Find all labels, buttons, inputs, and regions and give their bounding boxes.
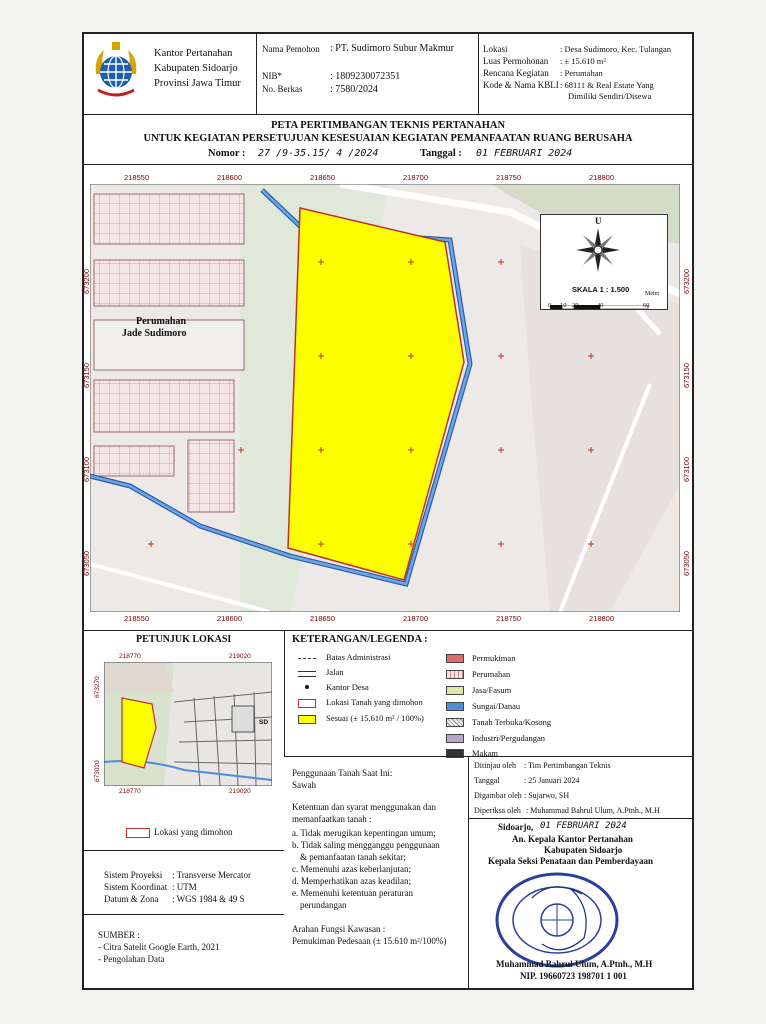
ditinjau-value: : Tim Pertimbangan Teknis [524,761,611,770]
nomor-value: 27 /9-35.15/ 4 /2024 [258,148,379,159]
sign-date: 01 FEBRUARI 2024 [540,821,627,831]
ketentuan-title-1: Ketentuan dan syarat menggunakan dan [292,802,436,812]
koordinat-label: Sistem Koordinat [104,882,168,892]
tanggal-review-label: Tanggal [474,776,500,785]
sumber-item-1: - Citra Satelit Google Earth, 2021 [98,942,220,952]
legend-batas-label: Batas Administrasi [326,652,391,662]
legend-industri-label: Industri/Pergudangan [472,733,546,743]
ketentuan-title-2: memanfaatkan tanah : [292,814,372,824]
legend-sesuai-swatch [298,715,316,724]
legend-permukiman-label: Permukiman [472,653,516,663]
office-line-2: Kabupaten Sidoarjo [154,63,238,74]
sign-name: Muhammad Bahrul Ulum, A.Ptnh., M.H [496,959,653,969]
legend-batas-swatch [298,658,316,659]
scale-label: SKALA 1 : 1.500 [572,285,630,294]
datum-label: Datum & Zona [104,894,159,904]
legend-sesuai-label: Sesuai (± 15.610 m² / 100%) [326,713,424,723]
bpn-logo [90,38,142,106]
ditinjau-label: Ditinjau oleh [474,761,516,770]
ketentuan-b: b. Tidak saling mengganggu penggunaan [292,840,440,850]
x-tick-4-top: 218700 [403,173,429,182]
x-tick-5-bottom: 218750 [496,614,522,623]
proyeksi-label: Sistem Proyeksi [104,870,163,880]
y-tick-2-left: 673150 [82,362,91,388]
x-tick-6-top: 218800 [589,173,615,182]
luas-label: Luas Permohonan [483,56,549,66]
berkas-label: No. Berkas [262,84,303,94]
legend-jasa-swatch [446,686,464,695]
loc-x-tick-1: 218770 [119,653,141,660]
sumber-item-2: - Pengolahan Data [98,954,165,964]
rencana-value: : Perumahan [560,68,603,78]
x-tick-2-bottom: 218600 [217,614,243,623]
x-tick-3-bottom: 218650 [310,614,336,623]
sign-place: Sidoarjo, [498,822,534,832]
diperiksa-value: : Muhammad Bahrul Ulum, A.Ptnh., M.H [526,806,660,815]
pemohon-label: Nama Pemohon [262,44,320,54]
y-tick-4-left: 673050 [82,550,91,576]
sign-line-1: An. Kepala Kantor Pertanahan [512,834,633,844]
kbli-value-2: Dimiliki Sendiri/Disewa [568,91,652,101]
tanggal-value: 01 FEBRUARI 2024 [476,148,573,159]
tanggal-review-value: : 25 Januari 2024 [524,776,580,785]
koordinat-value: : UTM [172,882,197,892]
usage-title: Penggunaan Tanah Saat Ini: [292,768,393,778]
loc-x-tick-2-bottom: 219020 [229,788,251,795]
legend-jasa-label: Jasa/Fasum [472,685,512,695]
ketentuan-d: d. Memperhatikan azas keadilan; [292,876,411,886]
ketentuan-e: e. Memenuhi ketentuan peraturan [292,888,413,898]
sign-line-2: Kabupaten Sidoarjo [544,845,623,855]
ketentuan-c: c. Memenuhi azas keberlanjutan; [292,864,411,874]
scale-tick-60: 60 [643,302,650,309]
tanggal-label: Tanggal : [420,148,462,159]
usage-value: Sawah [292,780,316,790]
scale-tick-10: 10 [560,302,567,309]
luas-value: : ± 15.610 m² [560,56,606,66]
legend-kantor-label: Kantor Desa [326,682,369,692]
office-line-3: Provinsi Jawa Timur [154,78,241,89]
sign-line-3: Kepala Seksi Penataan dan Pemberdayaan [488,856,654,866]
legend-perumahan-swatch [446,670,464,679]
office-stamp [492,868,622,968]
loc-x-tick-1-bottom: 218770 [119,788,141,795]
y-tick-2-right: 673150 [682,362,691,388]
nib-label: NIB* [262,71,282,81]
y-tick-1-right: 673200 [682,268,691,294]
y-tick-3-right: 673100 [682,456,691,482]
legend-terbuka-swatch [446,718,464,727]
title-line-2: UNTUK KEGIATAN PERSETUJUAN KESESUAIAN KEGIATAN PEMANFAATAN RUANG BERUSAHA [143,133,633,144]
ketentuan-e2: perundangan [300,900,347,910]
scale-tick-40: 40 [597,302,604,309]
scale-tick-20: 20 [572,302,579,309]
ketentuan-b2: & pemanfaatan tanah sekitar; [300,852,406,862]
lokasi-label: Lokasi [483,44,508,54]
legend-sungai-swatch [446,702,464,711]
legend-permukiman-swatch [446,654,464,663]
legend-sungai-label: Sungai/Danau [472,701,521,711]
nib-value: : 1809230072351 [330,71,401,82]
office-line-1: Kantor Pertanahan [154,48,233,59]
x-tick-1-top: 218550 [124,173,150,182]
diperiksa-label: Diperiksa oleh [474,806,521,815]
digambar-label: Digambar oleh [474,791,522,800]
legend-terbuka-label: Tanah Terbuka/Kosong [472,717,552,727]
kantor-desa-icon [305,685,309,689]
datum-value: : WGS 1984 & 49 S [172,894,245,904]
north-label: U [595,216,602,226]
loc-legend-label: Lokasi yang dimohon [154,827,233,837]
scale-unit: Meter [645,291,660,297]
sign-nip: NIP. 19660723 198701 1 001 [520,971,627,981]
x-tick-4-bottom: 218700 [403,614,429,623]
petunjuk-title: PETUNJUK LOKASI [136,634,232,645]
loc-y-tick-1: 673270 [94,676,101,698]
pemohon-value: : PT. Sudimoro Subur Makmur [330,43,454,54]
legend-perumahan-label: Perumahan [472,669,511,679]
arahan-value: Pemukiman Pedesaan (± 15.610 m²/100%) [292,936,447,946]
legend-lokasi-label: Lokasi Tanah yang dimohon [326,697,423,707]
locator-map [104,662,272,786]
nomor-label: Nomor : [208,148,246,159]
sumber-title: SUMBER : [98,930,140,940]
x-tick-3-top: 218650 [310,173,336,182]
x-tick-6-bottom: 218800 [589,614,615,623]
lokasi-value: : Desa Sudimoro, Kec. Tulangan [560,44,671,54]
kbli-label: Kode & Nama KBLI [483,80,559,90]
legend-industri-swatch [446,734,464,743]
scale-tick-0: 0 [548,302,552,309]
legend-title: KETERANGAN/LEGENDA : [292,634,428,645]
y-tick-4-right: 673050 [682,550,691,576]
loc-y-tick-2: 673020 [94,760,101,782]
digambar-value: : Sujarwo, SH [524,791,570,800]
loc-x-tick-2: 219020 [229,653,251,660]
kbli-value: : 68111 & Real Estate Yang [560,80,654,90]
loc-sd-label: SD [259,719,269,726]
y-tick-1-left: 673200 [82,268,91,294]
area-label-1: Perumahan [136,316,186,327]
title-line-1: PETA PERTIMBANGAN TEKNIS PERTANAHAN [270,120,506,131]
y-tick-3-left: 673100 [82,456,91,482]
legend-jalan-label: Jalan [326,667,344,677]
legend-makam-label: Makam [472,748,498,758]
rencana-label: Rencana Kegiatan [483,68,549,78]
ketentuan-a: a. Tidak merugikan kepentingan umum; [292,828,436,838]
legend-jalan-swatch [298,671,316,677]
proyeksi-value: : Transverse Mercator [172,870,251,880]
legend-lokasi-swatch [298,699,316,708]
x-tick-1-bottom: 218550 [124,614,150,623]
arahan-title: Arahan Fungsi Kawasan : [292,924,386,934]
area-label-2: Jade Sudimoro [122,328,187,339]
map-sheet [82,32,694,990]
berkas-value: : 7580/2024 [330,84,379,95]
compass-icon [574,226,622,274]
x-tick-2-top: 218600 [217,173,243,182]
loc-legend-swatch [126,828,150,838]
x-tick-5-top: 218750 [496,173,522,182]
